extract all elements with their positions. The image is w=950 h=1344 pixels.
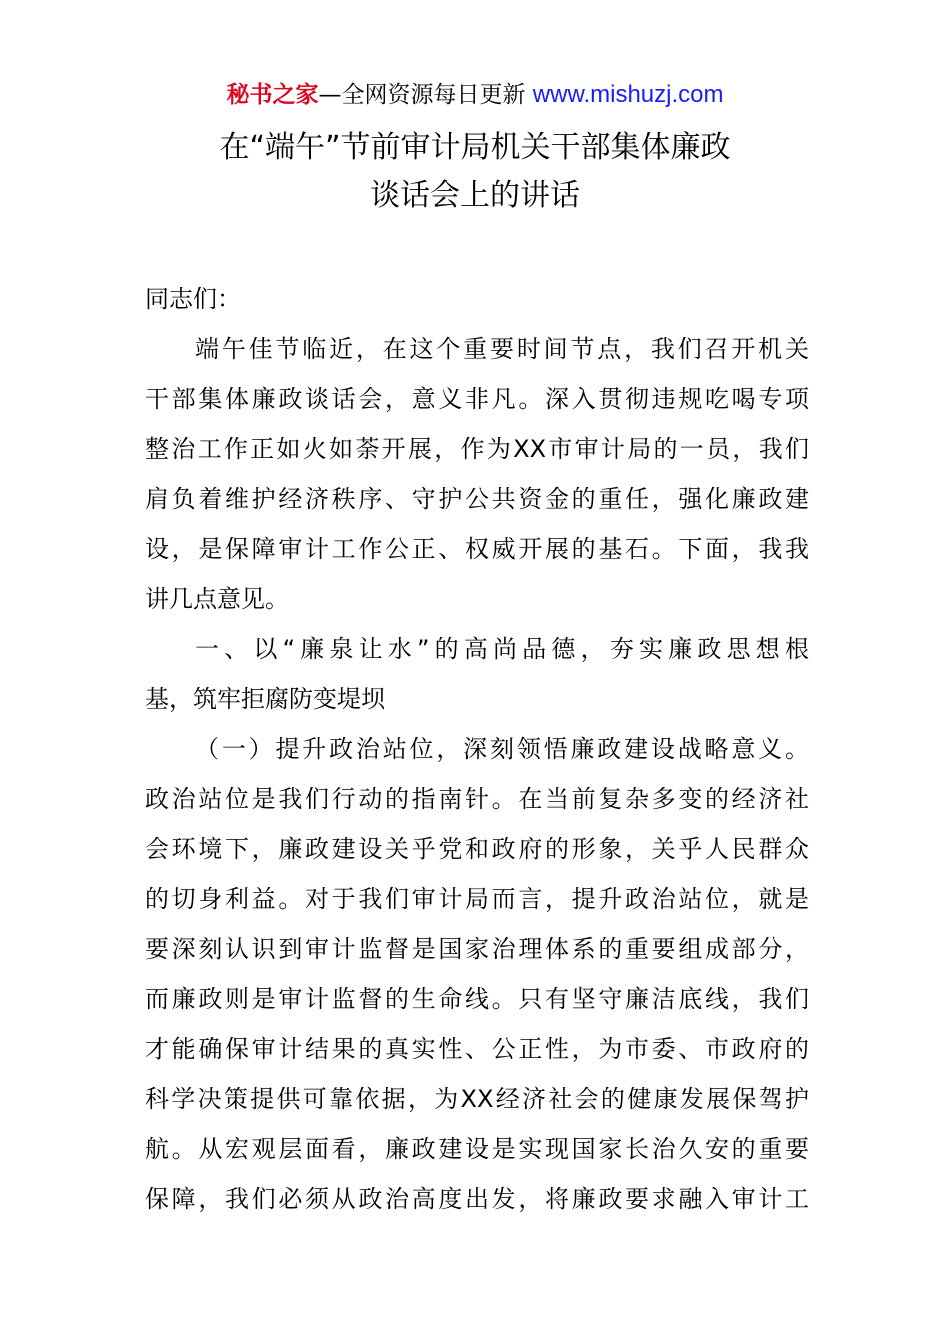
site-header <box>0 78 950 112</box>
brand-name: 秘书之家 <box>226 82 319 108</box>
body-line: 保障，我们必须从政治高度出发，将廉政要求融入审计工 <box>145 1185 809 1213</box>
document-body <box>145 274 809 1224</box>
body-line: 而廉政则是审计监督的生命线。只有坚守廉洁底线，我们 <box>145 985 809 1013</box>
salutation: 同志们： <box>145 285 241 313</box>
document-title <box>0 124 950 220</box>
body-line: 航。从宏观层面看，廉政建设是实现国家长治久安的重要 <box>145 1135 809 1163</box>
title-line-1: 在“端午”节前审计局机关干部集体廉政 <box>219 130 731 165</box>
body-line: 肩负着维护经济秩序、守护公共资金的重任，强化廉政建 <box>145 485 809 513</box>
body-line: 科学决策提供可靠依据，为XX经济社会的健康发展保驾护 <box>145 1085 809 1113</box>
header-tagline: —全网资源每日更新 <box>318 82 533 108</box>
body-line: 才能确保审计结果的真实性、公正性，为市委、市政府的 <box>145 1035 809 1063</box>
body-line: 会环境下，廉政建设关乎党和政府的形象，关乎人民群众 <box>145 835 809 863</box>
section-heading-line: 一、以“廉泉让水”的高尚品德，夯实廉政思想根 <box>195 635 809 663</box>
body-line: 设，是保障审计工作公正、权威开展的基石。下面，我我 <box>145 535 809 563</box>
body-line: 的切身利益。对于我们审计局而言，提升政治站位，就是 <box>145 885 809 913</box>
body-line: 要深刻认识到审计监督是国家治理体系的重要组成部分， <box>145 935 809 963</box>
subsection-heading-line: （一）提升政治站位，深刻领悟廉政建设战略意义。 <box>195 735 809 763</box>
body-line: 干部集体廉政谈话会，意义非凡。深入贯彻违规吃喝专项 <box>145 385 809 413</box>
site-url-link[interactable]: www.mishuzj.com <box>532 81 724 108</box>
body-line: 讲几点意见。 <box>145 585 289 613</box>
body-line: 整治工作正如火如荼开展，作为XX市审计局的一员，我们 <box>145 435 809 463</box>
body-line: 政治站位是我们行动的指南针。在当前复杂多变的经济社 <box>145 785 809 813</box>
body-line: 端午佳节临近，在这个重要时间节点，我们召开机关 <box>195 335 809 363</box>
title-line-2: 谈话会上的讲话 <box>370 178 580 213</box>
section-heading-line: 基，筑牢拒腐防变堤坝 <box>145 685 385 713</box>
